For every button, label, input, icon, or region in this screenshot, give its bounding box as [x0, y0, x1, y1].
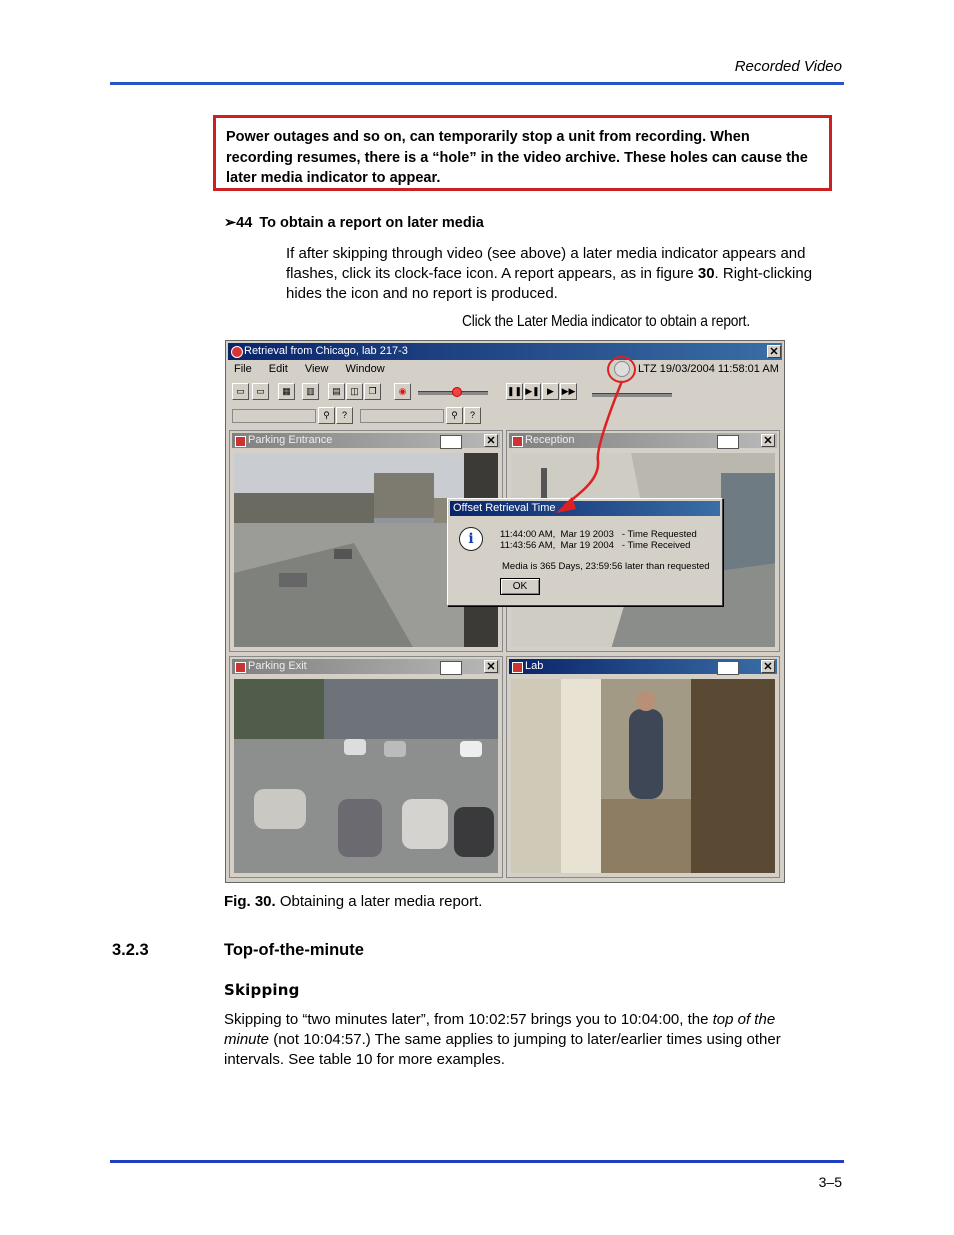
- menu-edit[interactable]: Edit: [268, 363, 288, 375]
- procedure-text: If after skipping through video (see above) a later media indicator appears and flashes, click its clock-face icon. A report appears, as in figure 30. Right-clicking hides the icon and no report is produced.: [286, 245, 813, 302]
- step-forward-icon[interactable]: ▶❚: [524, 383, 541, 400]
- running-header: Recorded Video: [734, 58, 842, 75]
- copy-icon[interactable]: ❐: [364, 383, 381, 400]
- header-rule: [110, 82, 844, 85]
- emphasis: top of the minute: [224, 1011, 776, 1048]
- left-help-icon[interactable]: ?: [336, 407, 353, 424]
- grid-view-icon[interactable]: ▦: [278, 383, 295, 400]
- procedure-title: To obtain a report on later media: [259, 215, 484, 231]
- menu-view[interactable]: View: [304, 363, 329, 375]
- figure-callout: Click the Later Media indicator to obtain a report.: [462, 313, 750, 330]
- pane-close-button[interactable]: ✕: [761, 434, 775, 447]
- section-number: 3.2.3: [112, 941, 149, 959]
- page-number: 3–5: [818, 1174, 842, 1190]
- media-offset-line: Media is 365 Days, 23:59:56 later than requested: [502, 561, 710, 572]
- footer-rule: [110, 1160, 844, 1163]
- right-help-icon[interactable]: ?: [464, 407, 481, 424]
- timestamp: LTZ 19/03/2004 11:58:01 AM: [638, 363, 779, 375]
- procedure-heading: [224, 215, 484, 231]
- record-icon[interactable]: ◉: [394, 383, 411, 400]
- pane-title: Lab: [509, 659, 777, 674]
- caption-label: Fig. 30.: [224, 893, 276, 910]
- section-body: Skipping to “two minutes later”, from 10:02:57 brings you to 10:04:00, the top of the minute (not 10:04:57.) The same applies to jumping to later/earlier times using other intervals. See table 10 for more examples.: [224, 1011, 781, 1068]
- dialog-title: Offset Retrieval Time: [450, 501, 720, 516]
- fast-forward-icon[interactable]: ▶▶: [560, 383, 577, 400]
- play-icon[interactable]: ▶: [542, 383, 559, 400]
- figure-caption: [224, 893, 482, 910]
- warning-text: Power outages and so on, can temporarily stop a unit from recording. When recording resumes, there is a “hole” in the video archive. These holes can cause the later media indicator to appear.: [226, 129, 808, 186]
- time-received-line: 11:43:56 AM, Mar 19 2004 - Time Received: [500, 540, 691, 551]
- menu-file[interactable]: File: [234, 363, 252, 375]
- warning-box: [213, 115, 832, 191]
- left-tool-icon[interactable]: ⚲: [318, 407, 335, 424]
- pane-close-button[interactable]: ✕: [484, 434, 498, 447]
- pane-close-button[interactable]: ✕: [484, 660, 498, 673]
- pane-title: Parking Entrance: [232, 433, 500, 448]
- pane-close-button[interactable]: ✕: [761, 660, 775, 673]
- right-tool-icon[interactable]: ⚲: [446, 407, 463, 424]
- print-icon[interactable]: ▤: [328, 383, 345, 400]
- time-requested-line: 11:44:00 AM, Mar 19 2003 - Time Requested: [500, 529, 697, 540]
- film-icon[interactable]: ▥: [302, 383, 319, 400]
- section-title: Top-of-the-minute: [224, 941, 364, 959]
- caption-text: Obtaining a later media report.: [275, 893, 483, 910]
- pane-title: Parking Exit: [232, 659, 500, 674]
- window-view-icon[interactable]: ▭: [252, 383, 269, 400]
- ok-button[interactable]: OK: [500, 578, 540, 595]
- menu-window[interactable]: Window: [345, 363, 385, 375]
- single-view-icon[interactable]: ▭: [232, 383, 249, 400]
- retrieval-window: [225, 340, 785, 883]
- figure-reference: 30: [697, 265, 715, 282]
- window-title: Retrieval from Chicago, lab 217-3: [244, 345, 408, 357]
- callout-arrow: [226, 341, 785, 883]
- pause-icon[interactable]: ❚❚: [506, 383, 523, 400]
- window-close-button[interactable]: ✕: [767, 345, 781, 358]
- pane-title: Reception: [509, 433, 777, 448]
- preview-icon[interactable]: ◫: [346, 383, 363, 400]
- subheading: Skipping: [224, 981, 300, 999]
- info-icon: i: [459, 527, 483, 551]
- procedure-marker: ➢44: [224, 215, 253, 231]
